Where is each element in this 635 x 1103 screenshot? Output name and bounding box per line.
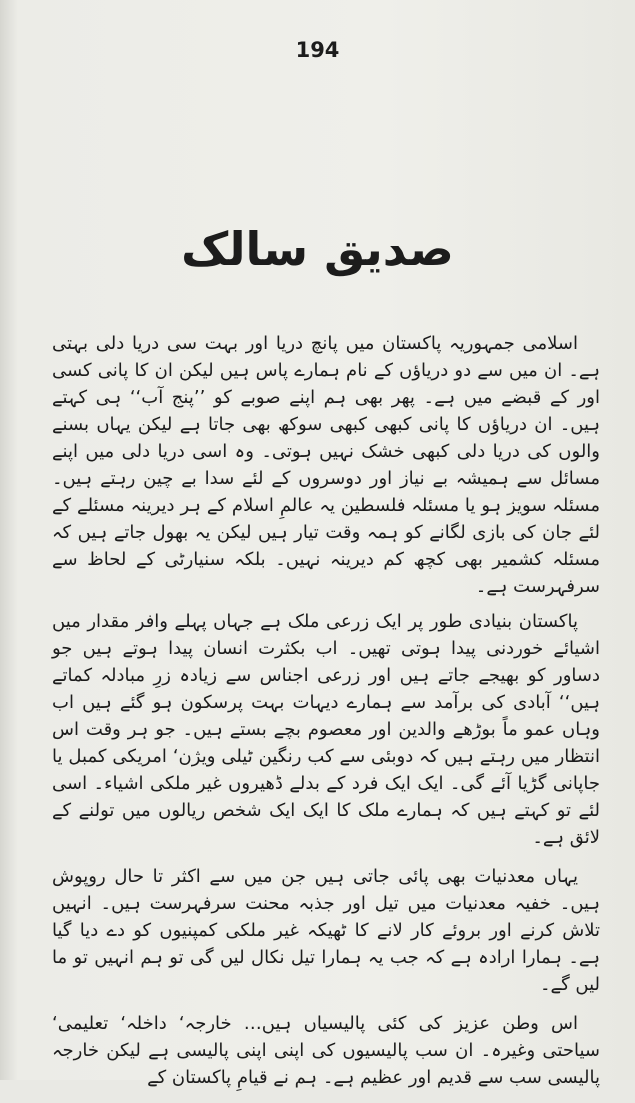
page-number: 194 xyxy=(295,38,340,62)
paragraph: پاکستان بنیادی طور پر ایک زرعی ملک ہے جہاں پہلے وافر مقدار میں اشیائے خوردنی پیدا ہوتی تھیں۔ اب بکثرت انسان پیدا ہوتے ہیں جو دساور کو بھیجے جاتے ہیں اور زرعی اجناس سے زیادہ زرِ مبادلہ کماتے ہیں‘‘ آبادی کی برآمد سے ہمارے دیہات بہت پرسکون ہو گئے ہیں اب وہاں عمو ماً بوڑھے والدین اور معصوم بچے بستے ہیں۔ جو ہر وقت اس انتظار میں رہتے ہیں کہ دوبئی سے کب رنگین ٹیلی ویژن‘ امریکی کمبل یا جاپانی گڑیا آئے گی۔ ایک ایک فرد کے بدلے ڈھیروں غیر ملکی اشیاء۔ اسی لئے تو کہتے ہیں کہ ہمارے ملک کا ایک ایک شخص ریالوں میں تولنے کے لائق ہے۔ xyxy=(52,611,600,848)
paragraph: اسلامی جمہوریہ پاکستان میں پانچ دریا اور بہت سی دریا دلی بہتی ہے۔ ان میں سے دو دریاؤں کے نام ہمارے پاس ہیں لیکن ان کا پانی کسی اور کے قبضے میں ہے۔ پھر بھی ہم اپنے صوبے کو ’’پنج آب‘‘ ہی کہتے ہیں۔ ان دریاؤں کا پانی کبھی کبھی سوکھ بھی جاتا ہے لیکن یہاں بسنے والوں کی دریا دلی کبھی خشک نہیں ہوتی۔ وہ اسی دریا دلی میں اپنے مسائل سے ہمیشہ بے نیاز اور دوسروں کے لئے سدا بے چین رہتے ہیں۔ مسئلہ سویز ہو یا مسئلہ فلسطین یہ عالمِ اسلام کے ہر دیرینہ مسئلے کے لئے جان کی بازی لگانے کو ہمہ وقت تیار ہیں لیکن یہ بھول جاتے ہیں کہ مسئلہ کشمیر بھی کچھ کم دیرینہ نہیں۔ بلکہ سنیارٹی کے لحاظ سے سرفہرست ہے۔ xyxy=(52,333,600,597)
paragraph: یہاں معدنیات بھی پائی جاتی ہیں جن میں سے اکثر تا حال روپوش ہیں۔ خفیہ معدنیات میں تیل اور جذبہ محنت سرفہرست ہیں۔ انہیں تلاش کرنے اور بروئے کار لانے کا ٹھیکہ غیر ملکی کمپنیوں کو دے دیا گیا ہے۔ ہمارا ارادہ ہے کہ جب یہ ہمارا تیل نکال لیں گی تو ہم انہیں تو ما لیں گے۔ xyxy=(52,866,600,995)
paragraph: اس وطن عزیز کی کئی پالیسیاں ہیں… خارجہ‘ داخلہ‘ تعلیمی‘ سیاحتی وغیرہ۔ ان سب پالیسیوں کی اپنی اپنی پالیسی ہے لیکن خارجہ پالیسی سب سے قدیم اور عظیم ہے۔ ہم نے قیامِ پاکستان کے xyxy=(52,1013,600,1088)
chapter-title: صدیق سالک xyxy=(181,222,454,276)
body-text xyxy=(52,330,600,1103)
